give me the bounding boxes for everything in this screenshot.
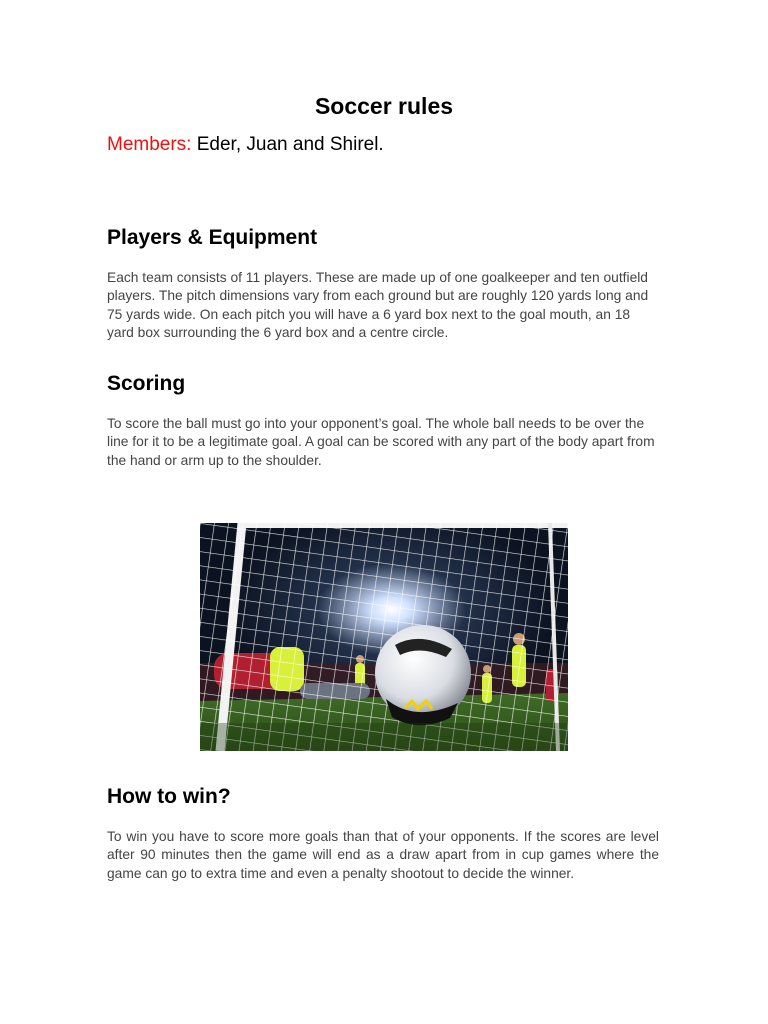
section-body-how-to-win: To win you have to score more goals than that of your opponents. If the scores are level after 90 minutes then the game will end as a draw apart from in cup games where the game can go to extra time and even a penalty shootout to decide the winner. [107, 829, 659, 881]
soccer-goal-illustration [200, 523, 568, 751]
members-label: Members: [107, 134, 192, 155]
section-body-players: Each team consists of 11 players. These are made up of one goalkeeper and ten outfield players. The pitch dimensions vary from each ground but are roughly 120 yards long and 75 yards wide. On each pitch you will have a 6 yard box next to the goal mouth, an 18 yard box surrounding the 6 yard box and a centre circle. [107, 270, 649, 341]
soccer-goal-photo [200, 523, 568, 751]
section-heading-how-to-win: How to win? [107, 785, 231, 808]
section-heading-scoring: Scoring [107, 372, 186, 395]
document-title: Soccer rules [314, 93, 454, 119]
members-line [107, 134, 384, 156]
section-heading-players: Players & Equipment [107, 226, 318, 249]
members-names: Eder, Juan and Shirel. [196, 134, 384, 155]
section-body-scoring: To score the ball must go into your opponent’s goal. The whole ball needs to be over the line for it to be a legitimate goal. A goal can be scored with any part of the body apart from the hand or arm up to the shoulder. [107, 416, 655, 468]
